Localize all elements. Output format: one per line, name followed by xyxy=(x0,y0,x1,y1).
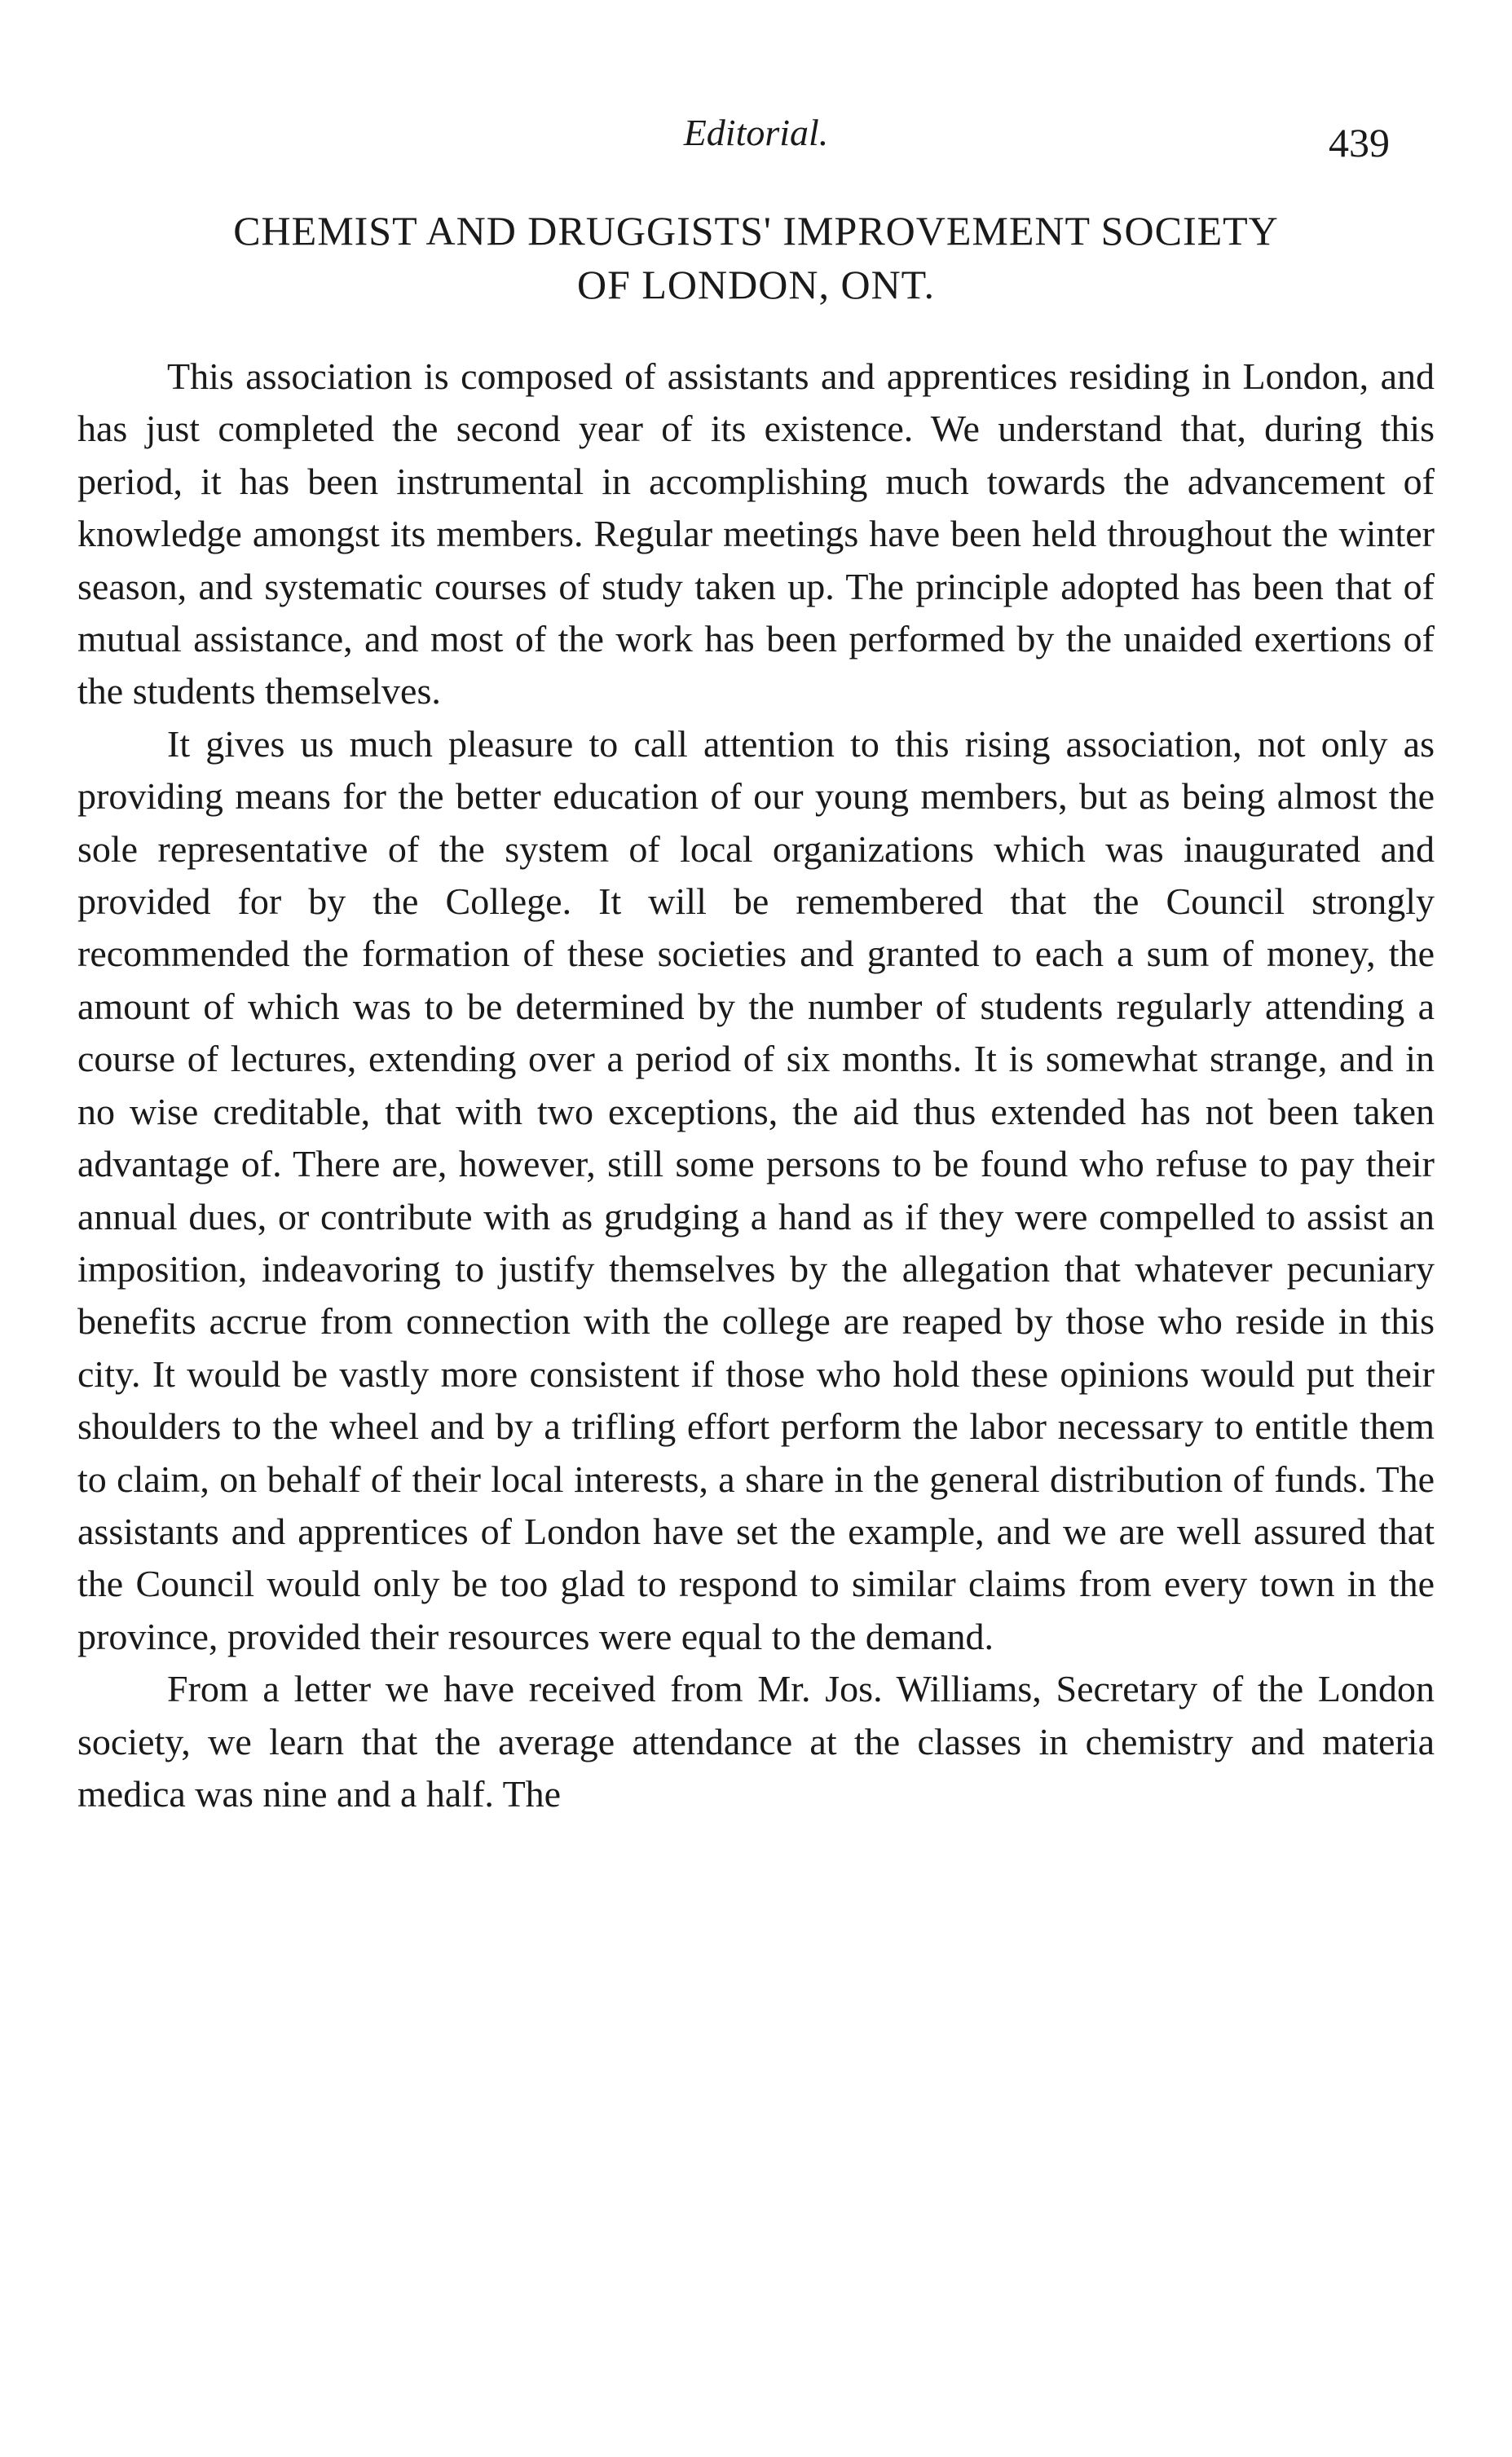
page-number: 439 xyxy=(1329,120,1390,165)
running-title: Editorial. xyxy=(683,112,829,153)
running-head xyxy=(0,104,1512,165)
article-title-line-2: OF LONDON, ONT. xyxy=(576,262,936,307)
paragraph-1: This association is composed of assistants and apprentices residing in London, and has just completed the second year of its existence. We understand that, during this period, it has been instrumental in accomplishing much towards the advancement of knowledge amongst its members. Regular meetings have been held throughout the winter season, and systematic courses of study taken up. The principle adopted has been that of mutual assistance, and most of the work has been performed by the unaided exertions of the students themselves. xyxy=(77,355,1435,712)
article-body xyxy=(77,351,1435,1820)
article-title-line-1: CHEMIST AND DRUGGISTS' IMPROVEMENT SOCIETY xyxy=(233,208,1279,254)
paragraph-2: It gives us much pleasure to call attention to this rising association, not only as providing means for the better education of our young members, but as being almost the sole representative of the system of local organizations which was inaugurated and provided for by the College. It will be remembered that the Council strongly recommended the formation of these societies and granted to each a sum of money, the amount of which was to be determined by the number of students regularly attending a course of lectures, extending over a period of six months. It is somewhat strange, and in no wise creditable, that with two exceptions, the aid thus extended has not been taken advantage of. There are, however, still some persons to be found who refuse to pay their annual dues, or contribute with as grudging a hand as if they were compelled to assist an imposition, indeavoring to justify themselves by the allegation that whatever pecuniary benefits accrue from connection with the college are reaped by those who reside in this city. It would be vastly more consistent if those who hold these opinions would put their shoulders to the wheel and by a trifling effort perform the labor necessary to entitle them to claim, on behalf of their local interests, a share in the general distribution of funds. The assistants and apprentices of London have set the example, and we are well assured that the Council would only be too glad to respond to similar claims from every town in the province, provided their resources were equal to the demand. xyxy=(77,722,1435,1657)
article-title xyxy=(77,204,1435,311)
paragraph-3: From a letter we have received from Mr. Jos. Williams, Secretary of the London society, we learn that the average attendance at the classes in chemistry and materia medica was nine and a half. The xyxy=(77,1668,1435,1815)
